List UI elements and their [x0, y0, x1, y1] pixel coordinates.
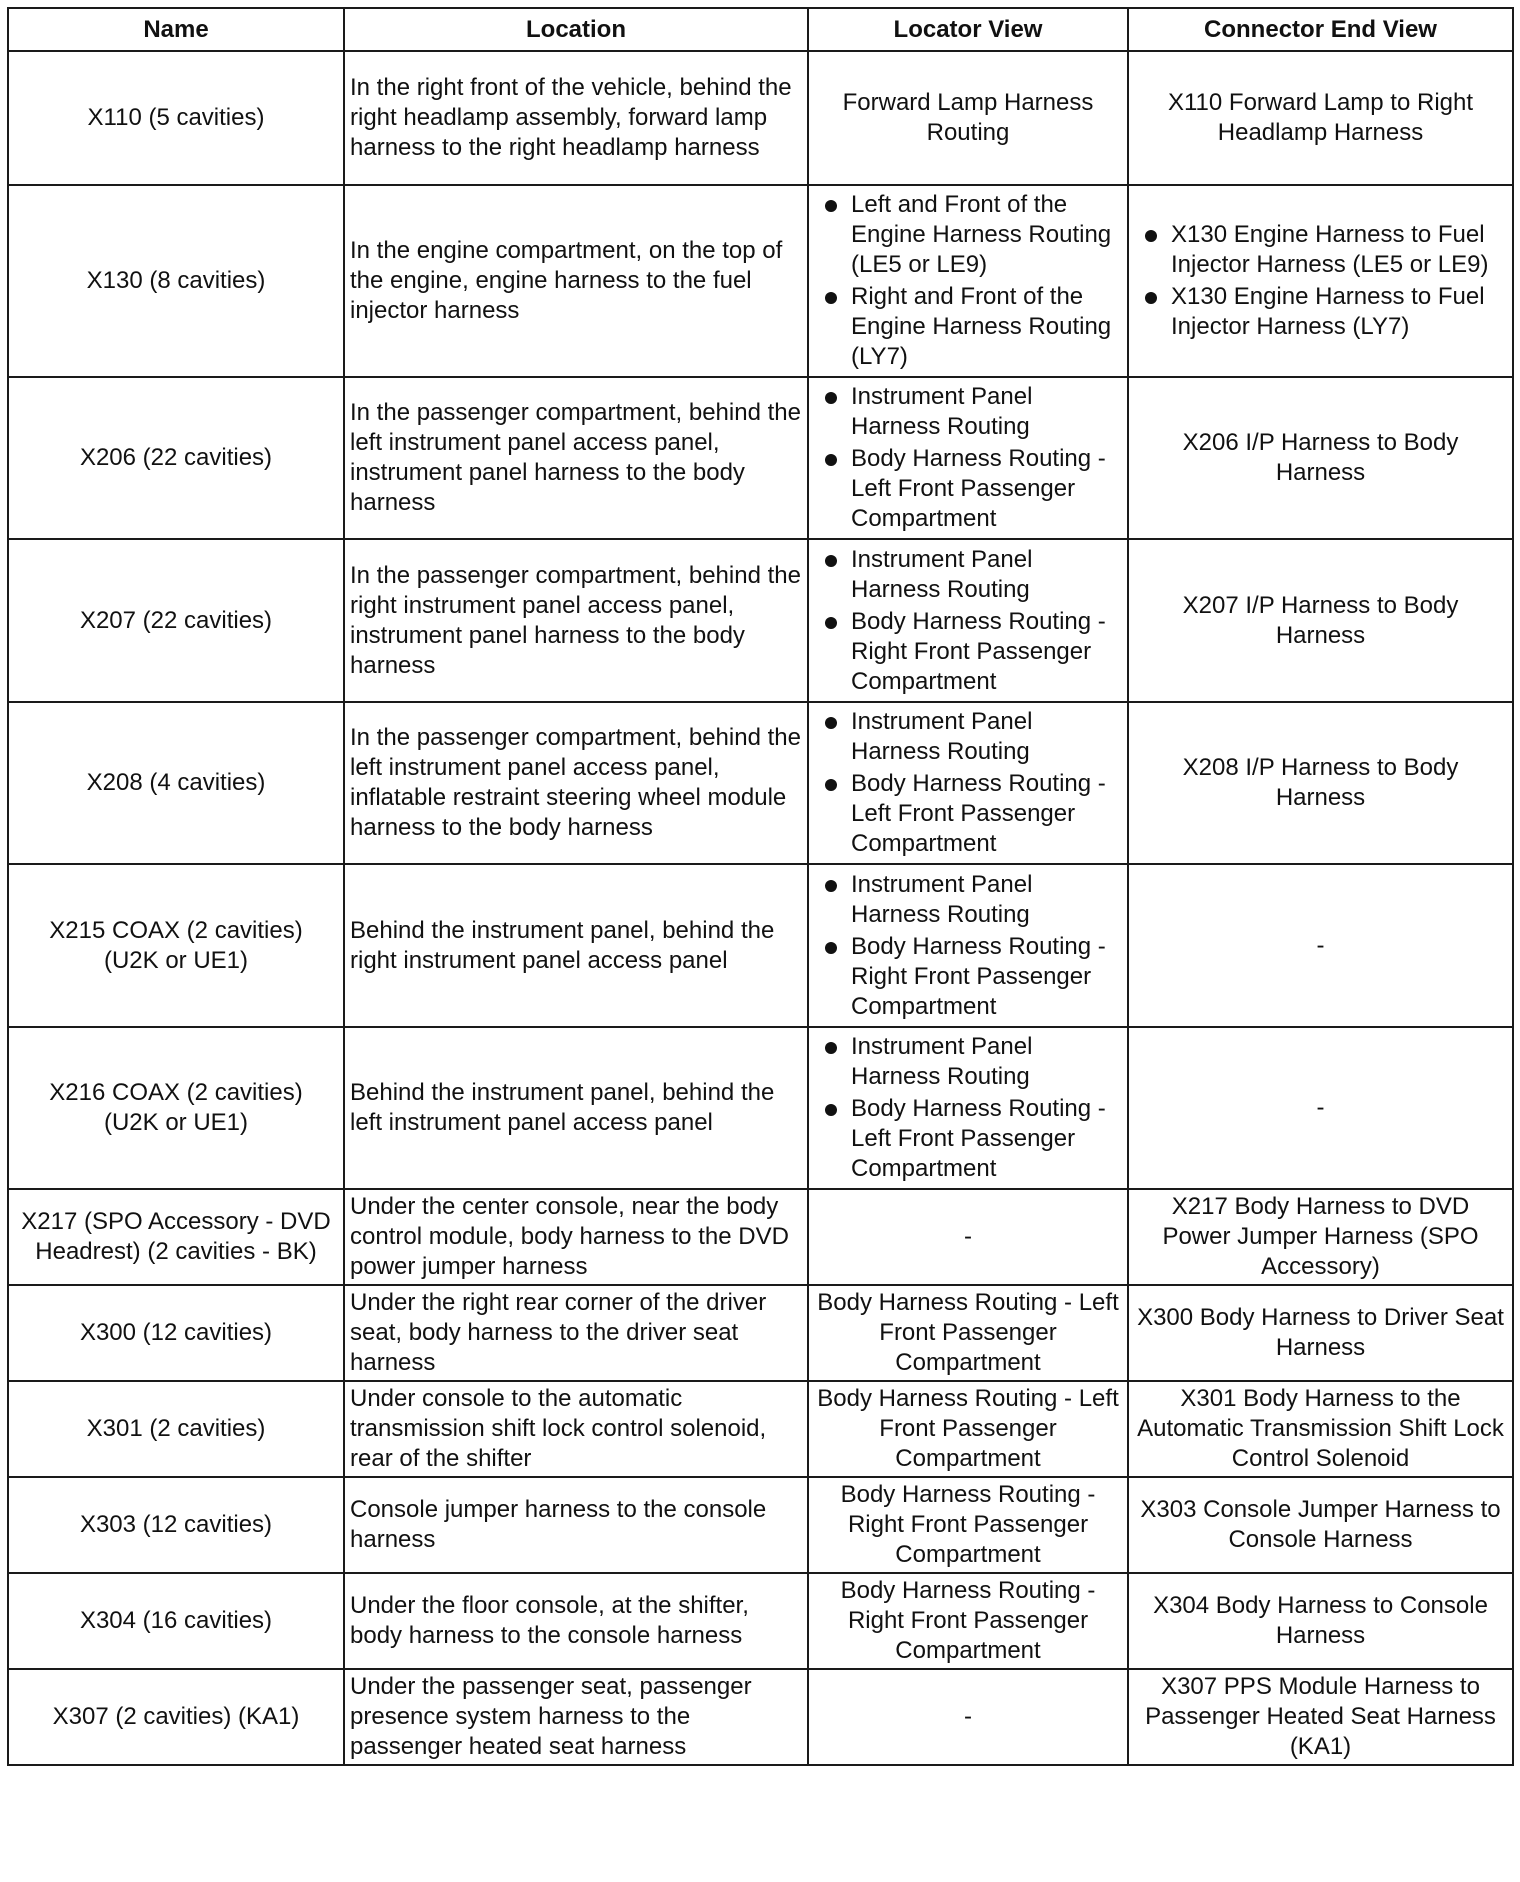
cell-locator-view: [808, 539, 1128, 702]
bullet-list: [815, 545, 1121, 697]
cell-location: In the engine compartment, on the top of the engine, engine harness to the fuel injector harness: [344, 185, 808, 377]
cell-location: Under the floor console, at the shifter, body harness to the console harness: [344, 1573, 808, 1669]
bullet-text: Body Harness Routing - Right Front Passenger Compartment: [851, 607, 1106, 695]
name-line: X130 (8 cavities): [86, 267, 266, 294]
locator-line: -: [964, 1703, 972, 1730]
bullet-text: Instrument Panel Harness Routing: [851, 870, 1033, 928]
locator-line: Body Harness Routing - Left Front Passenger Compartment: [817, 1289, 1119, 1376]
bullet-text: Left and Front of the Engine Harness Routing (LE5 or LE9): [851, 191, 1112, 278]
cell-connector-end-view: [1128, 1381, 1513, 1477]
cell-name: [8, 1189, 344, 1285]
bullet-text: Body Harness Routing - Left Front Passenger Compartment: [851, 445, 1106, 532]
bullet-item: [815, 870, 1121, 930]
bullet-item: [815, 932, 1121, 1022]
bullet-text: Body Harness Routing - Left Front Passenger Compartment: [851, 770, 1106, 857]
bullet-dot-icon: [1145, 230, 1157, 242]
cell-locator-view: [808, 185, 1128, 377]
cell-connector-end-view: [1128, 539, 1513, 702]
cell-name: [8, 377, 344, 539]
table-row: [8, 539, 1513, 702]
cell-locator-view: [808, 864, 1128, 1027]
name-line: X304 (16 cavities): [79, 1607, 273, 1634]
cell-connector-end-view: [1128, 702, 1513, 864]
cell-connector-end-view: [1128, 1669, 1513, 1765]
cell-location: In the passenger compartment, behind the right instrument panel access panel, instrument panel harness to the body harness: [344, 539, 808, 702]
connector-line: X217 Body Harness to DVD Power Jumper Harness (SPO Accessory): [1162, 1193, 1479, 1280]
cell-location: Under the passenger seat, passenger presence system harness to the passenger heated seat harness: [344, 1669, 808, 1765]
connector-line: X304 Body Harness to Console Harness: [1153, 1592, 1488, 1649]
connector-line: X307 PPS Module Harness to Passenger Heated Seat Harness (KA1): [1145, 1673, 1496, 1760]
cell-location: Under the right rear corner of the driver seat, body harness to the driver seat harness: [344, 1285, 808, 1381]
locator-line: Body Harness Routing - Left Front Passenger Compartment: [817, 1385, 1119, 1472]
bullet-item: [815, 545, 1121, 605]
name-line: X206 (22 cavities): [79, 444, 273, 471]
cell-name: [8, 1381, 344, 1477]
locator-line: Body Harness Routing - Right Front Passenger Compartment: [840, 1577, 1096, 1664]
name-line: X207 (22 cavities): [79, 606, 273, 634]
bullet-dot-icon: [825, 392, 837, 404]
bullet-text: Body Harness Routing - Left Front Passenger Compartment: [851, 1095, 1106, 1182]
header-location: Location: [344, 8, 808, 51]
bullet-item: [815, 1094, 1121, 1184]
name-line: X217 (SPO Accessory - DVD: [21, 1208, 331, 1235]
connector-line: X208 I/P Harness to Body Harness: [1182, 754, 1459, 811]
bullet-text: X130 Engine Harness to Fuel Injector Harness (LY7): [1171, 283, 1485, 340]
bullet-item: [815, 707, 1121, 767]
bullet-list: [815, 1032, 1121, 1184]
connector-line: X303 Console Jumper Harness to Console Harness: [1140, 1496, 1501, 1553]
bullet-text: X130 Engine Harness to Fuel Injector Harness (LE5 or LE9): [1171, 221, 1489, 278]
cell-locator-view: [808, 1027, 1128, 1189]
name-line: X215 COAX (2 cavities): [49, 916, 303, 944]
bullet-dot-icon: [825, 779, 837, 791]
bullet-text: Instrument Panel Harness Routing: [851, 383, 1033, 440]
cell-locator-view: [808, 1477, 1128, 1573]
table-row: [8, 1477, 1513, 1573]
cell-name: [8, 1285, 344, 1381]
table-row: [8, 1027, 1513, 1189]
table-row: [8, 185, 1513, 377]
table-row: [8, 1381, 1513, 1477]
table-row: [8, 1669, 1513, 1765]
bullet-list: [1135, 220, 1506, 342]
bullet-text: Instrument Panel Harness Routing: [851, 708, 1033, 765]
name-line: (U2K or UE1): [103, 1109, 249, 1136]
name-line: X300 (12 cavities): [79, 1319, 273, 1346]
bullet-list: [815, 870, 1121, 1022]
cell-name: [8, 51, 344, 185]
cell-location: Console jumper harness to the console harness: [344, 1477, 808, 1573]
table-row: [8, 377, 1513, 539]
cell-name: [8, 1027, 344, 1189]
bullet-item: [815, 1032, 1121, 1092]
table-row: [8, 864, 1513, 1027]
cell-location: Behind the instrument panel, behind the right instrument panel access panel: [344, 864, 808, 1027]
bullet-item: [1135, 220, 1506, 280]
connector-line: X300 Body Harness to Driver Seat Harness: [1137, 1304, 1504, 1361]
cell-locator-view: [808, 1381, 1128, 1477]
cell-location: In the passenger compartment, behind the left instrument panel access panel, inflatable restraint steering wheel module harness to the body harness: [344, 702, 808, 864]
cell-connector-end-view: [1128, 864, 1513, 1027]
name-line: X216 COAX (2 cavities): [49, 1079, 303, 1106]
cell-locator-view: [808, 1285, 1128, 1381]
name-line: X301 (2 cavities): [86, 1415, 266, 1442]
bullet-dot-icon: [825, 292, 837, 304]
name-line: X110 (5 cavities): [87, 104, 265, 131]
cell-name: [8, 539, 344, 702]
bullet-list: [815, 382, 1121, 534]
cell-name: [8, 702, 344, 864]
cell-connector-end-view: [1128, 1477, 1513, 1573]
connector-line: X206 I/P Harness to Body Harness: [1182, 429, 1459, 486]
bullet-item: [815, 190, 1121, 280]
table-row: [8, 51, 1513, 185]
cell-locator-view: [808, 377, 1128, 539]
bullet-dot-icon: [825, 555, 837, 567]
cell-connector-end-view: [1128, 1573, 1513, 1669]
bullet-dot-icon: [825, 1042, 837, 1054]
cell-connector-end-view: [1128, 1189, 1513, 1285]
table-row: [8, 1189, 1513, 1285]
cell-location: Under the center console, near the body control module, body harness to the DVD power jumper harness: [344, 1189, 808, 1285]
cell-connector-end-view: [1128, 1285, 1513, 1381]
connector-line: -: [1316, 931, 1325, 959]
header-connector-end-view: Connector End View: [1128, 8, 1513, 51]
name-line: X303 (12 cavities): [79, 1511, 273, 1538]
bullet-dot-icon: [825, 880, 837, 892]
header-row: [8, 8, 1513, 51]
connector-line: X301 Body Harness to the Automatic Transmission Shift Lock Control Solenoid: [1137, 1385, 1504, 1472]
cell-connector-end-view: [1128, 51, 1513, 185]
bullet-dot-icon: [825, 454, 837, 466]
bullet-dot-icon: [825, 1104, 837, 1116]
cell-connector-end-view: [1128, 185, 1513, 377]
cell-name: [8, 1477, 344, 1573]
bullet-dot-icon: [825, 200, 837, 212]
bullet-text: Instrument Panel Harness Routing: [851, 1033, 1033, 1090]
cell-locator-view: [808, 1189, 1128, 1285]
cell-name: [8, 864, 344, 1027]
connector-line: X207 I/P Harness to Body Harness: [1182, 591, 1459, 649]
bullet-item: [815, 382, 1121, 442]
bullet-list: [815, 707, 1121, 859]
table-row: [8, 702, 1513, 864]
cell-locator-view: [808, 51, 1128, 185]
cell-locator-view: [808, 1669, 1128, 1765]
bullet-list: [815, 190, 1121, 372]
locator-line: Body Harness Routing - Right Front Passenger Compartment: [840, 1481, 1096, 1568]
cell-location: Behind the instrument panel, behind the left instrument panel access panel: [344, 1027, 808, 1189]
name-line: (U2K or UE1): [103, 946, 249, 974]
cell-location: In the right front of the vehicle, behind the right headlamp assembly, forward lamp harness to the right headlamp harness: [344, 51, 808, 185]
name-line: X307 (2 cavities) (KA1): [52, 1703, 300, 1730]
cell-connector-end-view: [1128, 1027, 1513, 1189]
cell-locator-view: [808, 1573, 1128, 1669]
cell-location: In the passenger compartment, behind the left instrument panel access panel, instrument panel harness to the body harness: [344, 377, 808, 539]
bullet-dot-icon: [825, 942, 837, 954]
bullet-dot-icon: [825, 717, 837, 729]
table-body: [8, 51, 1513, 1765]
inline-harness-connector-table: [7, 7, 1514, 1766]
bullet-item: [815, 769, 1121, 859]
table-row: [8, 1285, 1513, 1381]
cell-name: [8, 1573, 344, 1669]
bullet-item: [815, 282, 1121, 372]
cell-locator-view: [808, 702, 1128, 864]
bullet-dot-icon: [1145, 292, 1157, 304]
name-line: X208 (4 cavities): [86, 769, 266, 796]
bullet-text: Instrument Panel Harness Routing: [851, 545, 1033, 603]
cell-name: [8, 185, 344, 377]
bullet-text: Right and Front of the Engine Harness Routing (LY7): [851, 283, 1112, 370]
connector-line: X110 Forward Lamp to Right Headlamp Harness: [1167, 89, 1474, 146]
cell-connector-end-view: [1128, 377, 1513, 539]
cell-name: [8, 1669, 344, 1765]
bullet-text: Body Harness Routing - Right Front Passenger Compartment: [851, 932, 1106, 1020]
locator-line: -: [964, 1223, 972, 1250]
name-line: Headrest) (2 cavities - BK): [35, 1238, 317, 1265]
bullet-item: [815, 607, 1121, 697]
connector-line: -: [1316, 1094, 1325, 1121]
header-name: Name: [8, 8, 344, 51]
bullet-dot-icon: [825, 617, 837, 629]
locator-line: Forward Lamp Harness Routing: [842, 89, 1094, 146]
bullet-item: [815, 444, 1121, 534]
table-row: [8, 1573, 1513, 1669]
cell-location: Under console to the automatic transmission shift lock control solenoid, rear of the shifter: [344, 1381, 808, 1477]
header-locator-view: Locator View: [808, 8, 1128, 51]
connector-table-sheet: [7, 7, 1512, 1766]
bullet-item: [1135, 282, 1506, 342]
